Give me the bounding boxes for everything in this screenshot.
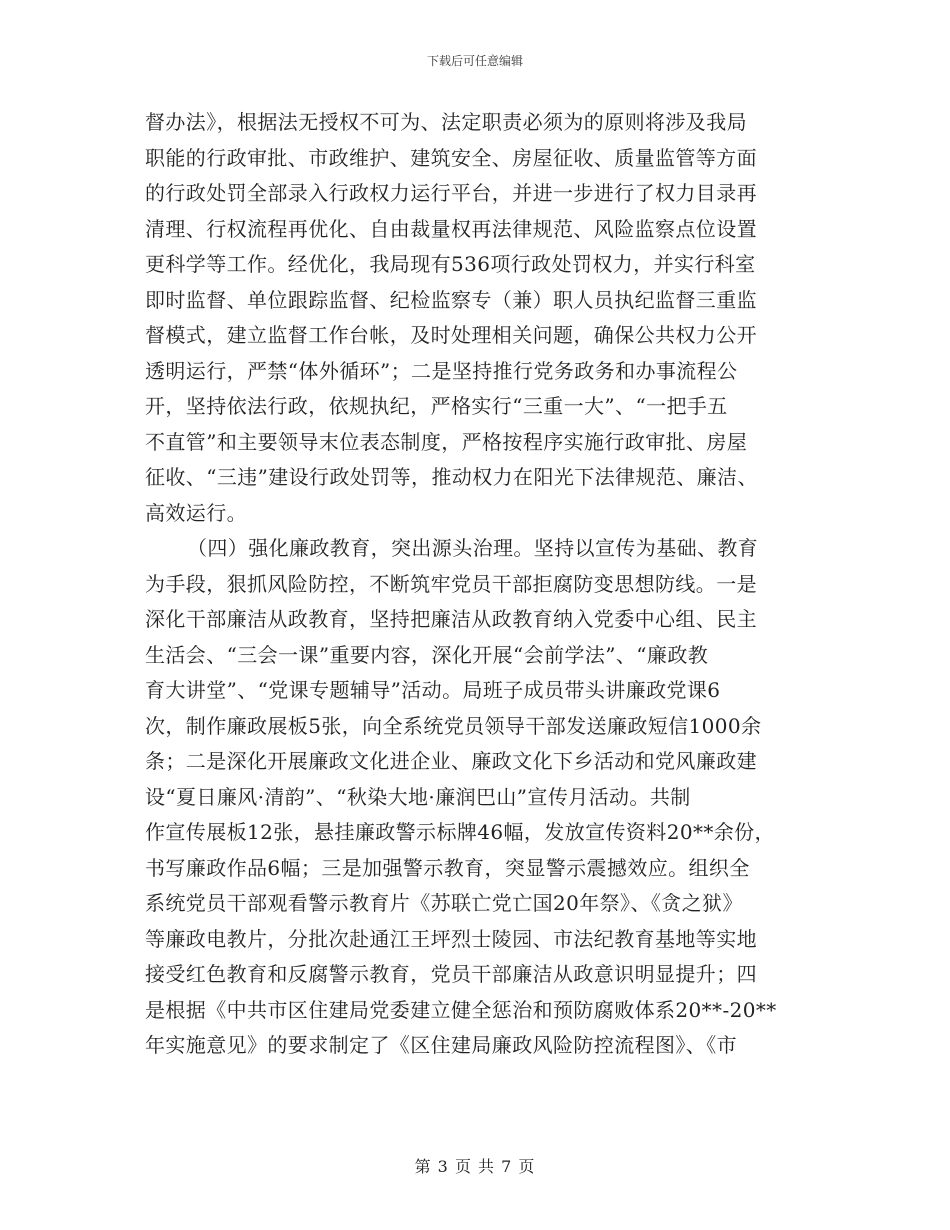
- text-line: 是根据《中共市区住建局党委建立健全惩治和预防腐败体系20**-20**: [145, 997, 777, 1022]
- text-line: 的行政处罚全部录入行政权力运行平台，并进一步进行了权力目录再: [145, 181, 757, 205]
- text-line: 系统党员干部观看警示教育片《苏联亡党亡国20年祭》、《贪之狱》: [145, 891, 743, 915]
- text-line: 为手段，狠抓风险防控，不断筑牢党员干部拒腐防变思想防线。一是: [145, 571, 757, 596]
- text-line: 深化干部廉洁从政教育，坚持把廉洁从政教育纳入党委中心组、民主: [145, 607, 757, 631]
- text-line: 开，坚持依法行政，依规执纪，严格实行“三重一大”、“一把手五: [145, 394, 728, 418]
- paragraph-start-line: （四）强化廉政教育，突出源头治理。坚持以宣传为基础、教育: [187, 536, 759, 560]
- text-line: 育大讲堂”、“党课专题辅导”活动。局班子成员带头讲廉政党课6: [145, 678, 721, 702]
- text-line: 更科学等工作。经优化，我局现有536项行政处罚权力，并实行科室: [145, 252, 756, 276]
- body-text: [145, 105, 805, 1064]
- text-line: 清理、行权流程再优化、自由裁量权再法律规范、风险监察点位设置: [145, 216, 757, 241]
- text-line: 征收、“三违”建设行政处罚等，推动权力在阳光下法律规范、廉洁、: [145, 465, 758, 489]
- text-line: 年实施意见》的要求制定了《区住建局廉政风险防控流程图》、《市: [145, 1033, 737, 1057]
- text-line: 透明运行，严禁“体外循环”；二是坚持推行党务政务和办事流程公: [145, 358, 738, 383]
- page-header: 下载后可任意编辑: [426, 54, 523, 68]
- text-line: 职能的行政审批、市政维护、建筑安全、房屋征收、质量监管等方面: [145, 145, 757, 170]
- text-line: 等廉政电教片，分批次赴通江王坪烈士陵园、市法纪教育基地等实地: [145, 926, 757, 951]
- text-line: 书写廉政作品6幅；三是加强警示教育，突显警示震撼效应。组织全: [145, 855, 750, 880]
- text-line: 不直管”和主要领导末位表态制度，严格按程序实施行政审批、房屋: [145, 429, 748, 454]
- page-footer: 第 3 页 共 7 页: [414, 1157, 536, 1176]
- text-line: 督模式，建立监督工作台帐，及时处理相关问题，确保公共权力公开: [145, 323, 757, 347]
- text-line: 即时监督、单位跟踪监督、纪检监察专（兼）职人员执纪监督三重监: [145, 287, 757, 312]
- text-line: 次，制作廉政展板5张，向全系统党员领导干部发送廉政短信1000余: [145, 713, 762, 738]
- text-line: 高效运行。: [145, 500, 247, 525]
- text-line: 接受红色教育和反腐警示教育，党员干部廉洁从政意识明显提升；四: [145, 962, 757, 986]
- text-line: 作宣传展板12张，悬挂廉政警示标牌46幅，发放宣传资料20**余份，: [145, 820, 775, 844]
- text-line: 设“夏日廉风·清韵”、“秋染大地·廉润巴山”宣传月活动。共制: [145, 784, 691, 809]
- text-line: 条；二是深化开展廉政文化进企业、廉政文化下乡活动和党风廉政建: [145, 749, 757, 773]
- text-line: 生活会、“三会一课”重要内容，深化开展“会前学法”、“廉政教: [145, 642, 709, 667]
- text-line: 督办法》，根据法无授权不可为、法定职责必须为的原则将涉及我局: [145, 110, 747, 134]
